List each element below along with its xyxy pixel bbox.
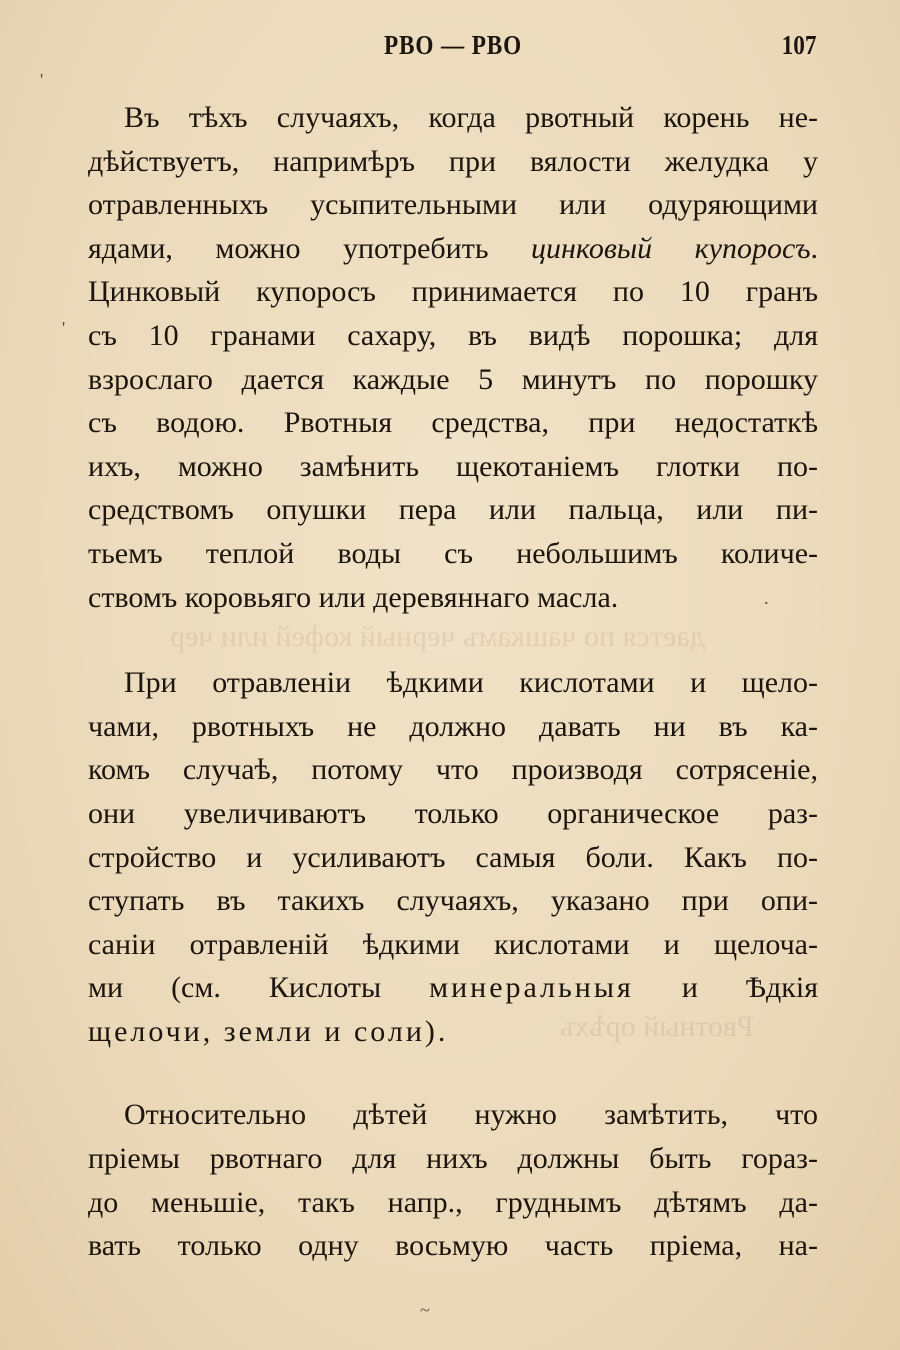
text-line: ствомъ коровьяго или деревяннаго масла.	[88, 580, 619, 614]
text-line: они увеличиваютъ только органическое раз-	[88, 796, 818, 830]
text-line: саніи отравленій ѣдкими кислотами и щелоча-	[88, 927, 818, 961]
text-line: Цинковый купоросъ принимается по 10 гранъ	[88, 275, 818, 309]
text-span: и Ѣдкія	[633, 971, 818, 1005]
paragraph-3	[88, 1093, 818, 1267]
text-line: Въ тѣхъ случаяхъ, когда рвотный корень не-	[124, 101, 818, 134]
print-speck: .	[764, 588, 769, 608]
text-line: ихъ, можно замѣнить щекотаніемъ глотки по-	[88, 449, 818, 483]
page-number: 107	[781, 30, 816, 60]
text-line	[88, 966, 818, 1010]
text-line: до меньшіе, такъ напр., груднымъ дѣтямъ да-	[88, 1185, 818, 1219]
text-line: дѣйствуетъ, напримѣръ при вялости желудка у	[88, 144, 818, 178]
running-head	[88, 28, 818, 68]
text-span: ядами, можно употребить	[88, 231, 532, 265]
show-through-text: дается по чашкамъ черный кофей или чер	[170, 620, 705, 653]
text-line	[88, 227, 818, 271]
text-line: чами, рвотныхъ не должно давать ни въ ка-	[88, 709, 818, 743]
paragraph-gap	[88, 619, 818, 661]
text-line: ступать въ такихъ случаяхъ, указано при опи-	[88, 884, 818, 918]
print-speck: ~	[420, 1300, 430, 1320]
body-text	[88, 96, 818, 1268]
text-line: Относительно дѣтей нужно замѣтить, что	[124, 1098, 818, 1132]
text-span: ми (см. Кислоты	[88, 971, 430, 1005]
text-line: взрослаго дается каждые 5 минутъ по порошку	[88, 362, 818, 396]
text-line: съ водою. Рвотныя средства, при недостаткѣ	[88, 406, 818, 440]
show-through-text: Рвотный орѣхъ	[560, 1010, 754, 1043]
print-speck: '	[40, 70, 44, 90]
text-line: стройство и усиливаютъ самыя боли. Какъ по-	[88, 840, 818, 874]
text-line: комъ случаѣ, потому что производя сотрясеніе,	[88, 753, 818, 787]
text-line: вать только одну восьмую часть пріема, на-	[88, 1229, 818, 1263]
text-span: .	[810, 231, 818, 265]
text-line: При отравленіи ѣдкими кислотами и щело-	[124, 666, 818, 700]
text-line: щелочи, земли и соли).	[88, 1014, 449, 1048]
text-line: средствомъ опушки пера или пальца, или пи-	[88, 493, 818, 527]
text-line: отравленныхъ усыпительными или одуряющими	[88, 188, 818, 222]
running-head-title: РВО — РВО	[383, 30, 523, 60]
spaced-term: минеральныя	[429, 971, 634, 1005]
paragraph-2	[88, 661, 818, 1053]
paragraph-gap	[88, 1053, 818, 1093]
print-speck: '	[62, 318, 66, 338]
text-line: пріемы рвотнаго для нихъ должны быть гораз-	[88, 1142, 818, 1176]
text-line: съ 10 гранами сахару, въ видѣ порошка; для	[88, 318, 818, 352]
italic-term: цинковый купоросъ	[531, 231, 811, 265]
text-line: тьемъ теплой воды съ небольшимъ количе-	[88, 536, 818, 570]
paragraph-1	[88, 96, 818, 619]
